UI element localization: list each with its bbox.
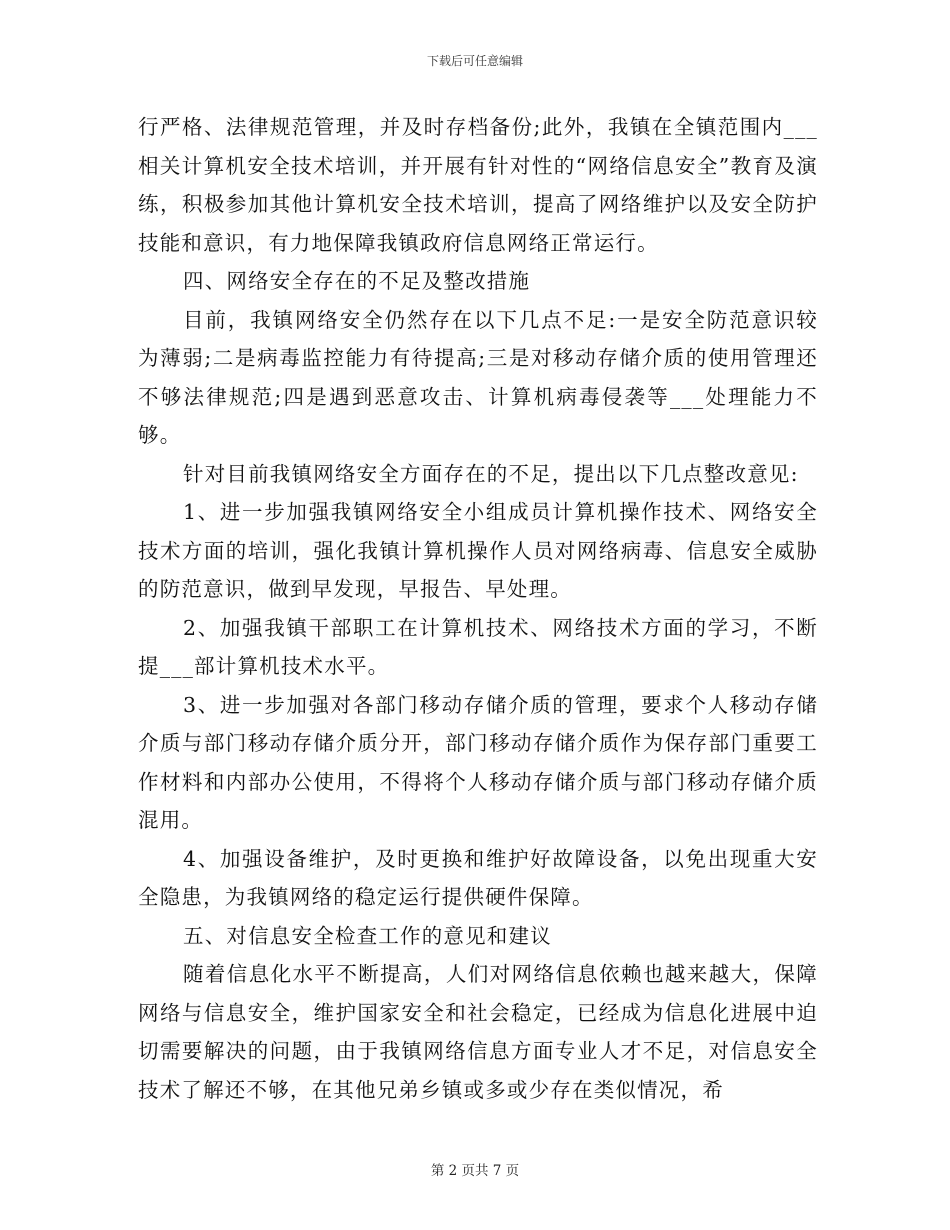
page-header: 下载后可任意编辑 <box>426 54 523 68</box>
document-body <box>138 108 818 1109</box>
section-heading-4: 四、网络安全存在的不足及整改措施 <box>183 269 531 293</box>
page-number: 第 2 页共 7 页 <box>430 1163 520 1179</box>
list-item-4: 4、加强设备维护，及时更换和维护好故障设备，以免出现重大安全隐患，为我镇网络的稳定运行提供硬件保障。 <box>138 846 818 909</box>
paragraph-shortcomings: 目前，我镇网络安全仍然存在以下几点不足:一是安全防范意识较为薄弱;二是病毒监控能力有待提高;三是对移动存储介质的使用管理还不够法律规范;四是遇到恶意攻击、计算机病毒侵袭等___处理能力不够。 <box>138 307 818 447</box>
paragraph-suggestions: 随着信息化水平不断提高，人们对网络信息依赖也越来越大，保障网络与信息安全，维护国家安全和社会稳定，已经成为信息化进展中迫切需要解决的问题，由于我镇网络信息方面专业人才不足，对信息安全技术了解还不够，在其他兄弟乡镇或多或少存在类似情况，希 <box>138 962 818 1102</box>
section-heading-5: 五、对信息安全检查工作的意见和建议 <box>183 923 552 948</box>
list-item-3: 3、进一步加强对各部门移动存储介质的管理，要求个人移动存储介质与部门移动存储介质分开，部门移动存储介质作为保存部门重要工作材料和内部办公使用，不得将个人移动存储介质与部门移动存储介质混用。 <box>138 692 818 832</box>
paragraph-rectification-intro: 针对目前我镇网络安全方面存在的不足，提出以下几点整改意见: <box>183 461 799 486</box>
list-item-2: 2、加强我镇干部职工在计算机技术、网络技术方面的学习，不断提___部计算机技术水平。 <box>138 615 818 678</box>
paragraph-1: 行严格、法律规范管理，并及时存档备份;此外，我镇在全镇范围内___相关计算机安全技术培训，并开展有针对性的“网络信息安全”教育及演练，积极参加其他计算机安全技术培训，提高了网络维护以及安全防护技能和意识，有力地保障我镇政府信息网络正常运行。 <box>138 115 818 255</box>
list-item-1: 1、进一步加强我镇网络安全小组成员计算机操作技术、网络安全技术方面的培训，强化我镇计算机操作人员对网络病毒、信息安全威胁的防范意识，做到早发现，早报告、早处理。 <box>138 500 818 601</box>
